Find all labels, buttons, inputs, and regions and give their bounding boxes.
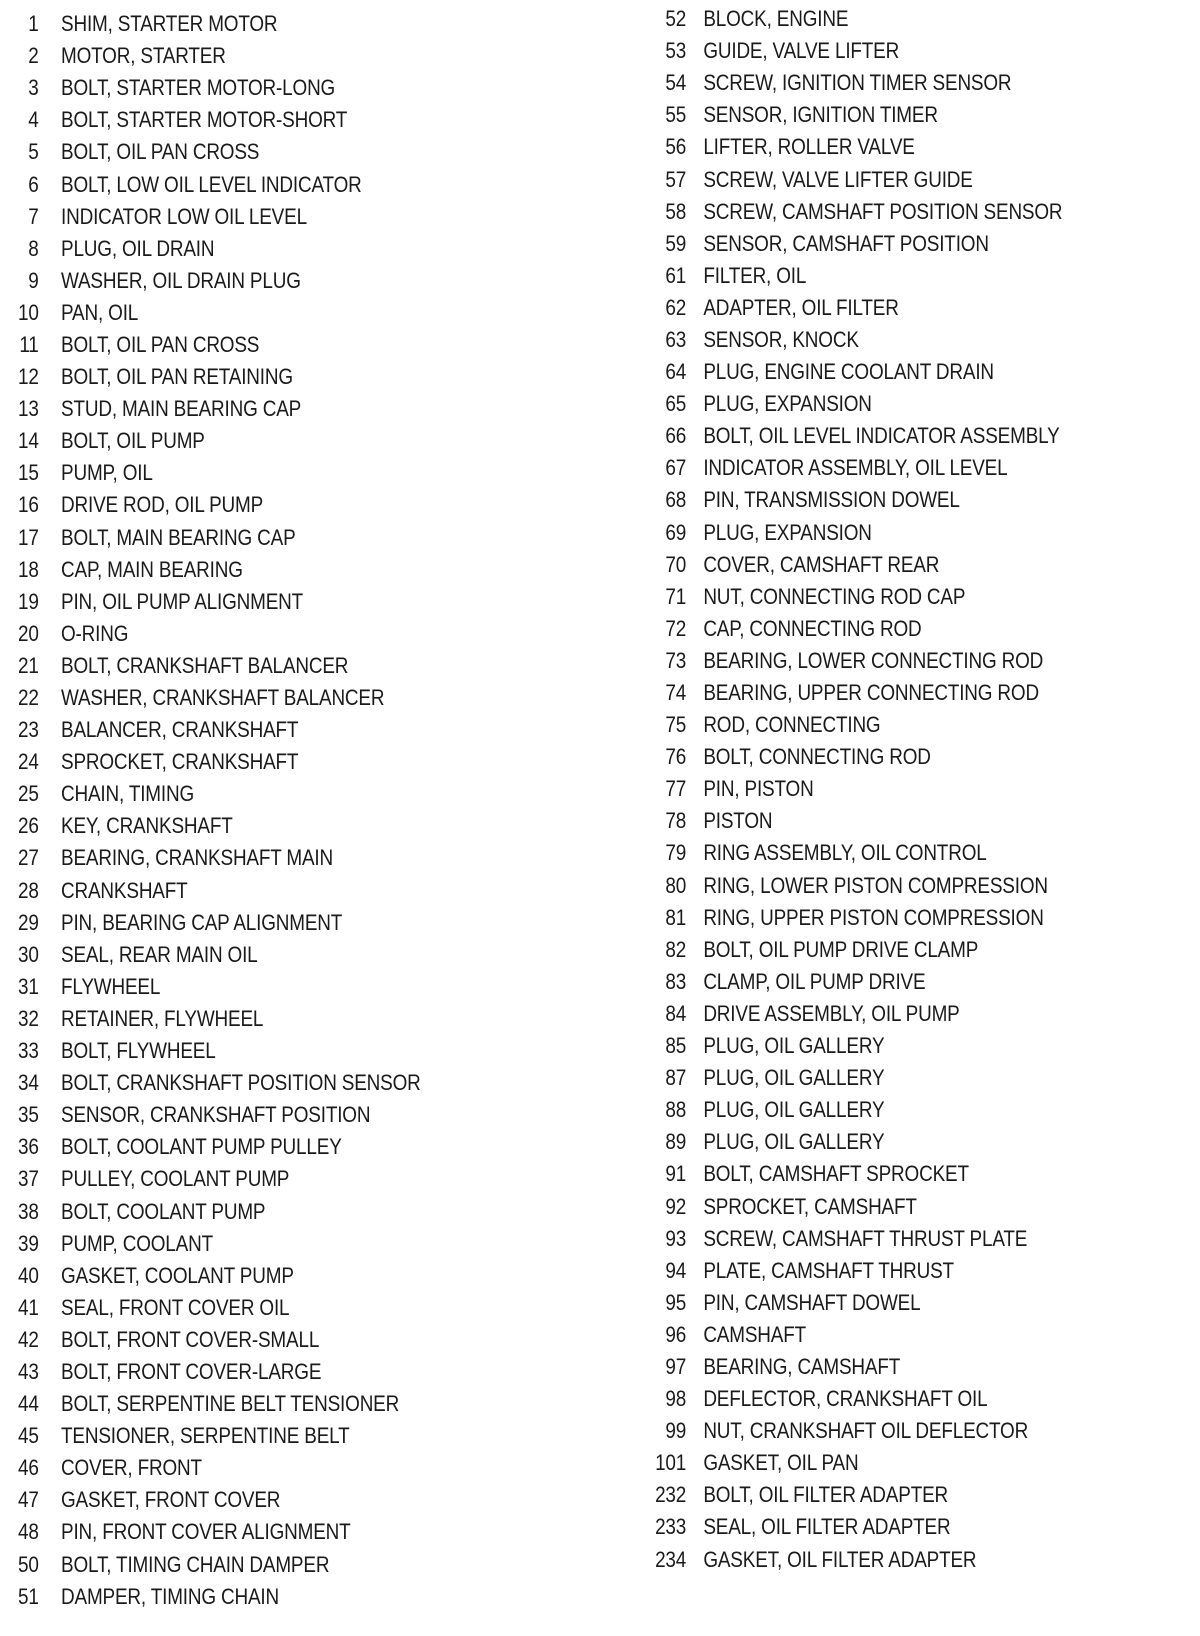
- part-description: SPROCKET, CRANKSHAFT: [61, 749, 299, 775]
- part-number: 29: [18, 909, 39, 935]
- parts-list-item: [650, 1415, 1114, 1447]
- parts-list-item: [650, 1511, 1114, 1543]
- part-number: 20: [18, 620, 39, 646]
- parts-list-item: [650, 1351, 1114, 1383]
- part-number: 76: [665, 744, 687, 770]
- part-number: 39: [18, 1230, 39, 1256]
- part-description: RING, UPPER PISTON COMPRESSION: [703, 904, 1044, 930]
- part-number: 27: [18, 845, 39, 871]
- parts-list-item: [18, 104, 500, 136]
- part-number: 59: [665, 230, 687, 256]
- part-description: SCREW, VALVE LIFTER GUIDE: [703, 166, 973, 192]
- parts-list-item: [650, 1126, 1114, 1158]
- part-number: 7: [28, 203, 39, 229]
- parts-list-item: [18, 939, 500, 971]
- part-description: PLUG, EXPANSION: [703, 519, 872, 545]
- parts-list-item: [650, 196, 1114, 228]
- part-number: 232: [655, 1482, 687, 1508]
- parts-list-item: [650, 99, 1114, 131]
- parts-list-item: [650, 870, 1114, 902]
- part-description: RING, LOWER PISTON COMPRESSION: [703, 872, 1048, 898]
- parts-list-item: [18, 842, 500, 874]
- parts-list-item: [18, 1356, 500, 1388]
- part-description: SCREW, IGNITION TIMER SENSOR: [703, 70, 1012, 96]
- part-number: 66: [665, 423, 687, 449]
- part-number: 74: [665, 680, 687, 706]
- part-description: BOLT, FLYWHEEL: [61, 1038, 216, 1064]
- part-number: 45: [18, 1423, 39, 1449]
- parts-list-item: [650, 1544, 1114, 1576]
- part-description: BOLT, CRANKSHAFT BALANCER: [61, 652, 349, 678]
- part-description: CAP, MAIN BEARING: [61, 556, 243, 582]
- part-number: 33: [18, 1038, 39, 1064]
- part-number: 94: [665, 1257, 687, 1283]
- part-description: PIN, PISTON: [703, 776, 814, 802]
- part-description: PLUG, ENGINE COOLANT DRAIN: [703, 359, 994, 385]
- parts-list-item: [650, 3, 1114, 35]
- part-description: BEARING, CRANKSHAFT MAIN: [61, 845, 334, 871]
- part-number: 70: [665, 551, 687, 577]
- parts-list-item: [650, 388, 1114, 420]
- parts-list-item: [650, 1255, 1114, 1287]
- part-number: 56: [665, 134, 687, 160]
- part-description: GASKET, COOLANT PUMP: [61, 1262, 294, 1288]
- parts-list-item: [18, 72, 500, 104]
- part-description: GUIDE, VALVE LIFTER: [703, 38, 900, 64]
- part-description: PIN, TRANSMISSION DOWEL: [703, 487, 960, 513]
- parts-list-item: [18, 1452, 500, 1484]
- part-number: 41: [18, 1294, 39, 1320]
- parts-list-item: [18, 425, 500, 457]
- part-description: BOLT, FRONT COVER-SMALL: [61, 1326, 320, 1352]
- part-description: TENSIONER, SERPENTINE BELT: [61, 1423, 350, 1449]
- parts-list-item: [650, 1190, 1114, 1222]
- part-description: BALANCER, CRANKSHAFT: [61, 717, 299, 743]
- part-description: GASKET, OIL PAN: [703, 1450, 859, 1476]
- part-number: 2: [28, 43, 39, 69]
- part-description: PIN, CAMSHAFT DOWEL: [703, 1289, 921, 1315]
- part-number: 48: [18, 1519, 39, 1545]
- part-description: NUT, CRANKSHAFT OIL DEFLECTOR: [703, 1418, 1029, 1444]
- parts-list-item: [18, 1484, 500, 1516]
- part-number: 63: [665, 326, 687, 352]
- part-number: 8: [28, 235, 39, 261]
- part-number: 82: [665, 936, 687, 962]
- part-number: 34: [18, 1070, 39, 1096]
- part-description: ADAPTER, OIL FILTER: [703, 294, 899, 320]
- part-number: 99: [665, 1418, 687, 1444]
- parts-list-item: [650, 67, 1114, 99]
- part-description: WASHER, CRANKSHAFT BALANCER: [61, 685, 385, 711]
- parts-list-item: [650, 709, 1114, 741]
- parts-list-item: [18, 1324, 500, 1356]
- part-number: 12: [18, 364, 39, 390]
- part-description: SEAL, FRONT COVER OIL: [61, 1294, 290, 1320]
- part-description: CAMSHAFT: [703, 1321, 807, 1347]
- part-number: 13: [18, 396, 39, 422]
- part-number: 98: [665, 1386, 687, 1412]
- parts-list-item: [18, 329, 500, 361]
- part-number: 97: [665, 1353, 687, 1379]
- parts-list-item: [650, 1030, 1114, 1062]
- part-number: 85: [665, 1033, 687, 1059]
- parts-list-item: [650, 1158, 1114, 1190]
- part-number: 42: [18, 1326, 39, 1352]
- part-description: CLAMP, OIL PUMP DRIVE: [703, 968, 926, 994]
- parts-list-item: [650, 1094, 1114, 1126]
- part-number: 43: [18, 1358, 39, 1384]
- parts-list-item: [18, 682, 500, 714]
- part-description: BOLT, OIL PUMP: [61, 428, 205, 454]
- part-description: SENSOR, IGNITION TIMER: [703, 102, 938, 128]
- part-description: COVER, CAMSHAFT REAR: [703, 551, 940, 577]
- parts-list-item: [650, 260, 1114, 292]
- parts-list-item: [18, 1516, 500, 1548]
- part-number: 77: [665, 776, 687, 802]
- part-description: PULLEY, COOLANT PUMP: [61, 1166, 290, 1192]
- parts-list-item: [650, 356, 1114, 388]
- parts-list-item: [18, 1420, 500, 1452]
- part-number: 80: [665, 872, 687, 898]
- parts-list-item: [18, 810, 500, 842]
- part-description: PLATE, CAMSHAFT THRUST: [703, 1257, 954, 1283]
- parts-list-item: [650, 1319, 1114, 1351]
- part-description: PIN, FRONT COVER ALIGNMENT: [61, 1519, 351, 1545]
- parts-list-item: [650, 998, 1114, 1030]
- parts-list-item: [650, 420, 1114, 452]
- part-number: 61: [665, 262, 687, 288]
- part-description: BLOCK, ENGINE: [703, 6, 849, 32]
- parts-list-item: [650, 324, 1114, 356]
- part-description: PLUG, OIL GALLERY: [703, 1097, 885, 1123]
- part-number: 17: [18, 524, 39, 550]
- part-description: INDICATOR ASSEMBLY, OIL LEVEL: [703, 455, 1008, 481]
- part-number: 19: [18, 588, 39, 614]
- parts-list-item: [18, 1195, 500, 1227]
- parts-list-item: [650, 613, 1114, 645]
- part-number: 95: [665, 1289, 687, 1315]
- part-description: BOLT, MAIN BEARING CAP: [61, 524, 296, 550]
- part-description: SHIM, STARTER MOTOR: [61, 11, 278, 37]
- part-number: 47: [18, 1487, 39, 1513]
- part-number: 1: [28, 11, 39, 37]
- parts-list-item: [650, 1287, 1114, 1319]
- part-number: 15: [18, 460, 39, 486]
- part-description: NUT, CONNECTING ROD CAP: [703, 583, 966, 609]
- part-number: 32: [18, 1005, 39, 1031]
- part-description: BEARING, CAMSHAFT: [703, 1353, 901, 1379]
- part-number: 38: [18, 1198, 39, 1224]
- part-description: BOLT, CRANKSHAFT POSITION SENSOR: [61, 1070, 421, 1096]
- parts-list-item: [650, 452, 1114, 484]
- parts-list-item: [18, 1035, 500, 1067]
- part-description: MOTOR, STARTER: [61, 43, 226, 69]
- parts-list-item: [18, 1388, 500, 1420]
- part-description: RING ASSEMBLY, OIL CONTROL: [703, 840, 987, 866]
- part-description: SPROCKET, CAMSHAFT: [703, 1193, 917, 1219]
- part-description: PLUG, OIL GALLERY: [703, 1065, 885, 1091]
- parts-list-item: [650, 837, 1114, 869]
- part-number: 46: [18, 1455, 39, 1481]
- part-description: BOLT, OIL PAN RETAINING: [61, 364, 293, 390]
- part-number: 68: [665, 487, 687, 513]
- part-number: 89: [665, 1129, 687, 1155]
- parts-list-item: [18, 233, 500, 265]
- parts-list-item: [18, 361, 500, 393]
- parts-list-item: [650, 1479, 1114, 1511]
- part-number: 51: [18, 1583, 39, 1609]
- part-description: FLYWHEEL: [61, 973, 161, 999]
- parts-list-item: [18, 586, 500, 618]
- part-number: 21: [18, 652, 39, 678]
- parts-list-item: [650, 163, 1114, 195]
- part-description: SENSOR, KNOCK: [703, 326, 859, 352]
- part-description: PAN, OIL: [61, 299, 139, 325]
- part-number: 26: [18, 813, 39, 839]
- part-description: O-RING: [61, 620, 129, 646]
- part-description: PLUG, OIL GALLERY: [703, 1129, 885, 1155]
- part-number: 36: [18, 1134, 39, 1160]
- part-number: 81: [665, 904, 687, 930]
- part-number: 78: [665, 808, 687, 834]
- parts-list-item: [18, 1003, 500, 1035]
- part-number: 91: [665, 1161, 687, 1187]
- part-description: BOLT, OIL FILTER ADAPTER: [703, 1482, 949, 1508]
- part-number: 40: [18, 1262, 39, 1288]
- part-number: 69: [665, 519, 687, 545]
- part-description: BOLT, CAMSHAFT SPROCKET: [703, 1161, 969, 1187]
- part-number: 52: [665, 6, 687, 32]
- parts-list-left-column: [18, 0, 578, 1613]
- parts-list-item: [18, 457, 500, 489]
- parts-list-item: [18, 1163, 500, 1195]
- parts-list-item: [650, 1062, 1114, 1094]
- part-number: 57: [665, 166, 687, 192]
- part-description: DRIVE ASSEMBLY, OIL PUMP: [703, 1000, 960, 1026]
- part-description: WASHER, OIL DRAIN PLUG: [61, 267, 301, 293]
- parts-list-item: [18, 489, 500, 521]
- parts-list-item: [650, 484, 1114, 516]
- parts-list-item: [650, 966, 1114, 998]
- part-description: KEY, CRANKSHAFT: [61, 813, 233, 839]
- part-number: 83: [665, 968, 687, 994]
- part-number: 37: [18, 1166, 39, 1192]
- part-description: FILTER, OIL: [703, 262, 807, 288]
- part-description: PLUG, OIL DRAIN: [61, 235, 215, 261]
- part-number: 233: [655, 1514, 687, 1540]
- part-description: BOLT, OIL PUMP DRIVE CLAMP: [703, 936, 979, 962]
- part-number: 64: [665, 359, 687, 385]
- part-number: 44: [18, 1391, 39, 1417]
- parts-list-item: [18, 554, 500, 586]
- part-description: PLUG, EXPANSION: [703, 391, 872, 417]
- part-number: 31: [18, 973, 39, 999]
- parts-list-item: [650, 902, 1114, 934]
- parts-list-item: [650, 645, 1114, 677]
- part-number: 54: [665, 70, 687, 96]
- parts-list-item: [650, 228, 1114, 260]
- part-description: BOLT, OIL PAN CROSS: [61, 139, 260, 165]
- part-description: DAMPER, TIMING CHAIN: [61, 1583, 280, 1609]
- parts-list-item: [18, 714, 500, 746]
- parts-list-item: [18, 1228, 500, 1260]
- parts-list-item: [18, 522, 500, 554]
- parts-list-item: [18, 1549, 500, 1581]
- part-number: 234: [655, 1546, 687, 1572]
- part-description: PLUG, OIL GALLERY: [703, 1033, 885, 1059]
- part-description: PIN, OIL PUMP ALIGNMENT: [61, 588, 304, 614]
- parts-list-item: [650, 517, 1114, 549]
- part-number: 62: [665, 294, 687, 320]
- part-description: BEARING, UPPER CONNECTING ROD: [703, 680, 1039, 706]
- part-number: 50: [18, 1551, 39, 1577]
- parts-list-item: [18, 393, 500, 425]
- parts-list-item: [650, 773, 1114, 805]
- part-number: 73: [665, 647, 687, 673]
- part-description: ROD, CONNECTING: [703, 712, 881, 738]
- part-number: 75: [665, 712, 687, 738]
- part-description: PISTON: [703, 808, 773, 834]
- parts-list-item: [18, 746, 500, 778]
- part-description: PUMP, OIL: [61, 460, 153, 486]
- part-number: 67: [665, 455, 687, 481]
- parts-list-item: [18, 1292, 500, 1324]
- part-number: 11: [19, 331, 39, 357]
- part-number: 6: [28, 171, 39, 197]
- part-number: 3: [28, 75, 39, 101]
- part-description: BOLT, OIL LEVEL INDICATOR ASSEMBLY: [703, 423, 1060, 449]
- parts-list-item: [650, 131, 1114, 163]
- parts-list-item: [18, 1581, 500, 1613]
- parts-list-item: [18, 778, 500, 810]
- parts-list-item: [18, 1099, 500, 1131]
- part-description: STUD, MAIN BEARING CAP: [61, 396, 302, 422]
- part-number: 84: [665, 1000, 687, 1026]
- parts-list-item: [18, 265, 500, 297]
- parts-list-item: [18, 618, 500, 650]
- parts-list-item: [650, 549, 1114, 581]
- part-description: CRANKSHAFT: [61, 877, 188, 903]
- part-number: 16: [18, 492, 39, 518]
- part-number: 88: [665, 1097, 687, 1123]
- parts-list-item: [18, 1067, 500, 1099]
- part-description: GASKET, FRONT COVER: [61, 1487, 281, 1513]
- part-description: BOLT, STARTER MOTOR-SHORT: [61, 107, 348, 133]
- parts-list-item: [650, 35, 1114, 67]
- parts-list-item: [650, 677, 1114, 709]
- parts-list-item: [18, 136, 500, 168]
- part-number: 101: [655, 1450, 687, 1476]
- parts-list-item: [18, 1260, 500, 1292]
- part-description: BEARING, LOWER CONNECTING ROD: [703, 647, 1044, 673]
- parts-list-item: [18, 650, 500, 682]
- part-description: BOLT, COOLANT PUMP PULLEY: [61, 1134, 342, 1160]
- part-description: PUMP, COOLANT: [61, 1230, 213, 1256]
- part-description: BOLT, LOW OIL LEVEL INDICATOR: [61, 171, 362, 197]
- parts-list-item: [18, 168, 500, 200]
- part-description: GASKET, OIL FILTER ADAPTER: [703, 1546, 977, 1572]
- parts-list-item: [650, 1383, 1114, 1415]
- part-description: BOLT, CONNECTING ROD: [703, 744, 931, 770]
- part-description: DRIVE ROD, OIL PUMP: [61, 492, 264, 518]
- part-number: 30: [18, 941, 39, 967]
- part-description: BOLT, OIL PAN CROSS: [61, 331, 260, 357]
- parts-list-item: [650, 581, 1114, 613]
- parts-list-item: [18, 875, 500, 907]
- parts-list-item: [650, 934, 1114, 966]
- parts-list-item: [650, 741, 1114, 773]
- part-description: DEFLECTOR, CRANKSHAFT OIL: [703, 1386, 988, 1412]
- part-number: 10: [18, 299, 39, 325]
- part-number: 22: [18, 685, 39, 711]
- part-number: 72: [665, 615, 687, 641]
- part-description: BOLT, COOLANT PUMP: [61, 1198, 266, 1224]
- part-number: 65: [665, 391, 687, 417]
- parts-list-item: [650, 1223, 1114, 1255]
- part-number: 28: [18, 877, 39, 903]
- parts-list-item: [650, 805, 1114, 837]
- part-description: SCREW, CAMSHAFT THRUST PLATE: [703, 1225, 1028, 1251]
- parts-list-item: [18, 971, 500, 1003]
- parts-list-item: [650, 292, 1114, 324]
- parts-list-item: [18, 297, 500, 329]
- part-description: SCREW, CAMSHAFT POSITION SENSOR: [703, 198, 1063, 224]
- part-description: RETAINER, FLYWHEEL: [61, 1005, 264, 1031]
- part-number: 55: [665, 102, 687, 128]
- part-number: 93: [665, 1225, 687, 1251]
- part-number: 92: [665, 1193, 687, 1219]
- part-description: INDICATOR LOW OIL LEVEL: [61, 203, 307, 229]
- part-number: 25: [18, 781, 39, 807]
- part-description: PIN, BEARING CAP ALIGNMENT: [61, 909, 343, 935]
- part-number: 18: [18, 556, 39, 582]
- part-number: 58: [665, 198, 687, 224]
- part-description: CAP, CONNECTING ROD: [703, 615, 922, 641]
- parts-list-item: [18, 1131, 500, 1163]
- part-number: 4: [28, 107, 39, 133]
- part-description: BOLT, TIMING CHAIN DAMPER: [61, 1551, 330, 1577]
- part-number: 71: [665, 583, 687, 609]
- part-description: BOLT, FRONT COVER-LARGE: [61, 1358, 322, 1384]
- part-description: BOLT, SERPENTINE BELT TENSIONER: [61, 1391, 400, 1417]
- parts-list-right-column: [650, 0, 1190, 1576]
- part-number: 87: [665, 1065, 687, 1091]
- parts-list-item: [18, 40, 500, 72]
- part-number: 24: [18, 749, 39, 775]
- part-description: SENSOR, CRANKSHAFT POSITION: [61, 1102, 371, 1128]
- parts-list-item: [18, 8, 500, 40]
- parts-list-item: [18, 907, 500, 939]
- part-description: COVER, FRONT: [61, 1455, 202, 1481]
- part-number: 14: [18, 428, 39, 454]
- part-description: LIFTER, ROLLER VALVE: [703, 134, 915, 160]
- part-description: SEAL, OIL FILTER ADAPTER: [703, 1514, 951, 1540]
- part-number: 23: [18, 717, 39, 743]
- part-description: BOLT, STARTER MOTOR-LONG: [61, 75, 336, 101]
- part-number: 53: [665, 38, 687, 64]
- part-number: 35: [18, 1102, 39, 1128]
- part-description: SEAL, REAR MAIN OIL: [61, 941, 258, 967]
- part-number: 79: [665, 840, 687, 866]
- parts-list-item: [18, 201, 500, 233]
- part-number: 9: [28, 267, 39, 293]
- part-number: 96: [665, 1321, 687, 1347]
- part-description: SENSOR, CAMSHAFT POSITION: [703, 230, 989, 256]
- parts-list-item: [650, 1447, 1114, 1479]
- part-number: 5: [28, 139, 39, 165]
- part-description: CHAIN, TIMING: [61, 781, 195, 807]
